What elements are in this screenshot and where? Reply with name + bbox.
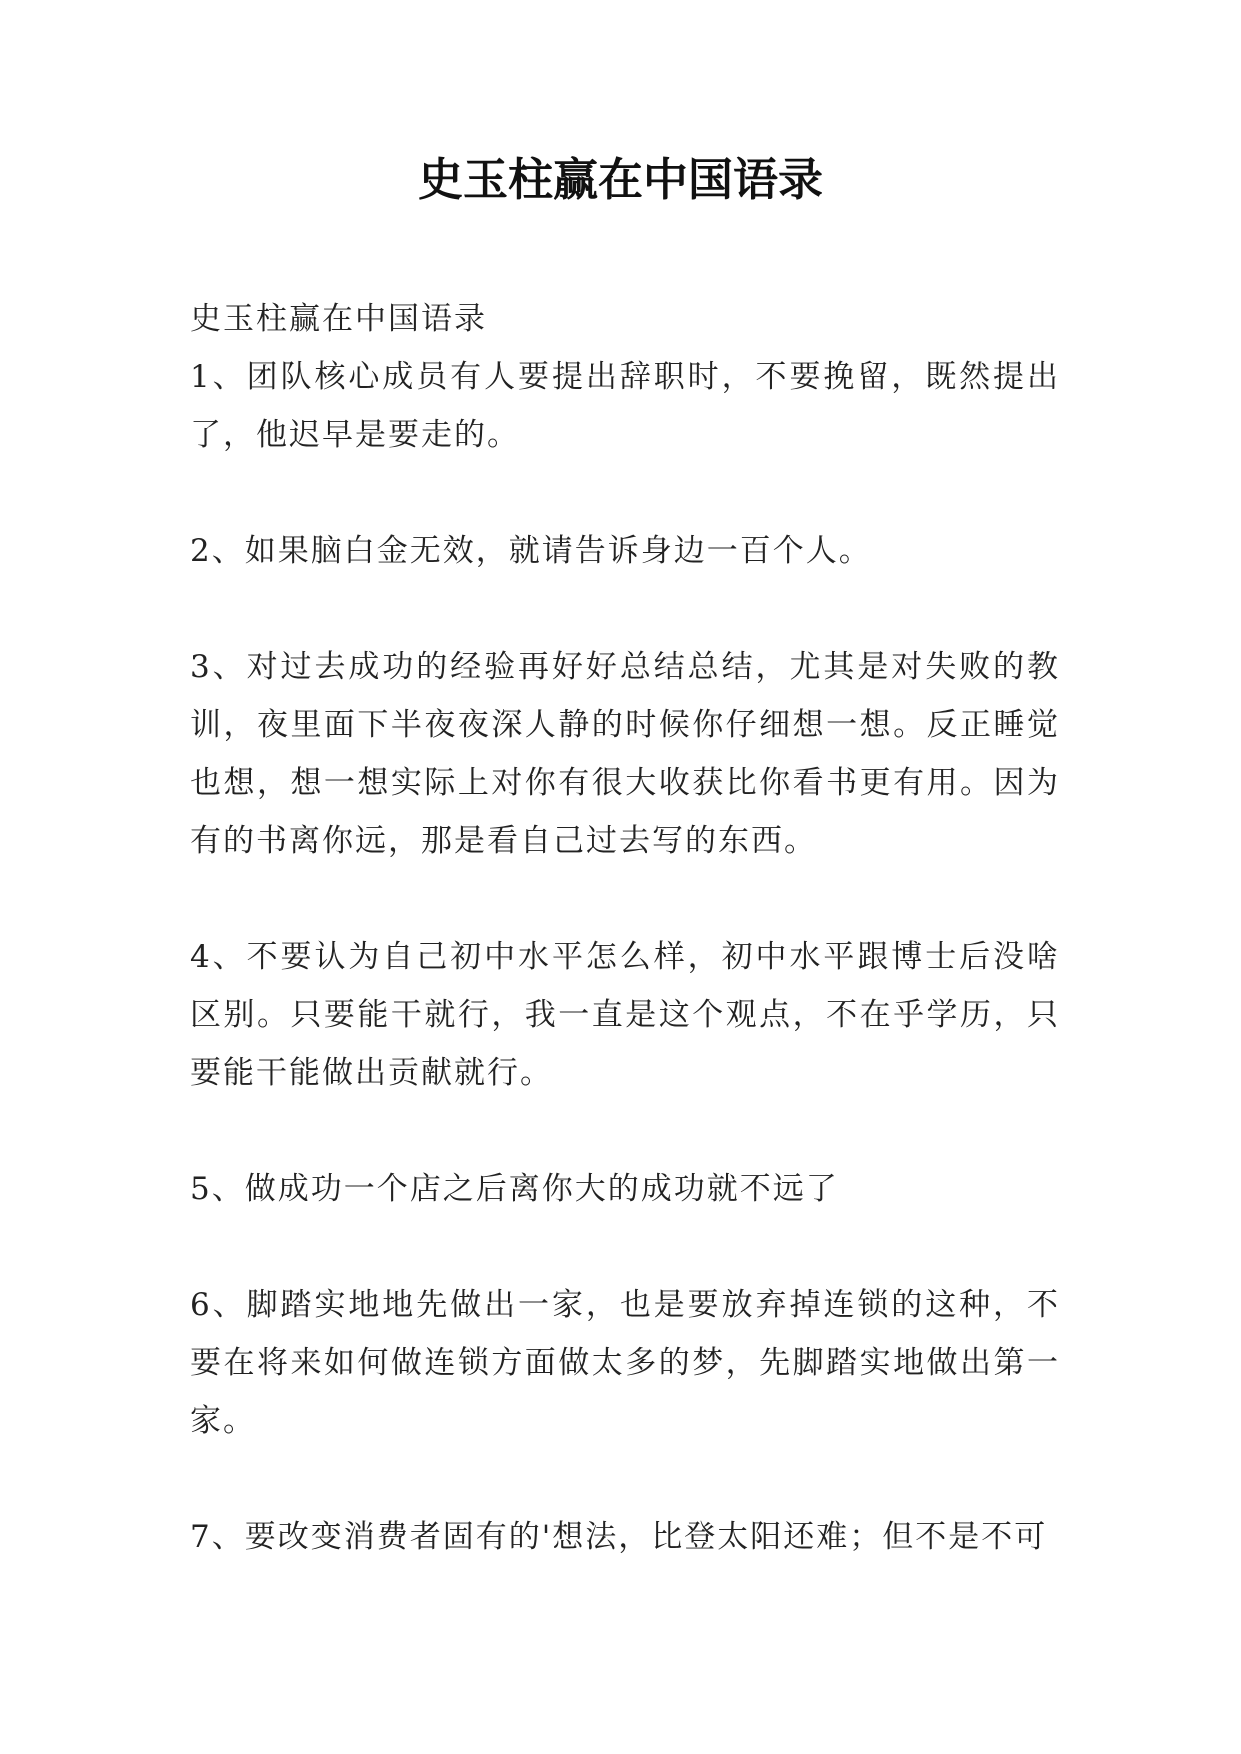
quote-paragraph-4: 4、不要认为自己初中水平怎么样，初中水平跟博士后没啥区别。只要能干就行，我一直是这个观点，不在乎学历，只要能干能做出贡献就行。	[190, 939, 1060, 1091]
quote-paragraph-7: 7、要改变消费者固有的'想法，比登太阳还难；但不是不可	[190, 1519, 1048, 1555]
quote-paragraph-5: 5、做成功一个店之后离你大的成功就不远了	[190, 1171, 839, 1207]
document-title: 史玉柱赢在中国语录	[417, 153, 823, 206]
quote-paragraph-2: 2、如果脑白金无效，就请告诉身边一百个人。	[190, 533, 872, 569]
quote-paragraph-3: 3、对过去成功的经验再好好总结总结，尤其是对失败的教训，夜里面下半夜夜深人静的时候你仔细想一想。反正睡觉也想，想一想实际上对你有很大收获比你看书更有用。因为有的书离你远，那是看自己过去写的东西。	[190, 649, 1060, 859]
document-subtitle: 史玉柱赢在中国语录	[190, 301, 487, 337]
quote-paragraph-1: 1、团队核心成员有人要提出辞职时，不要挽留，既然提出了，他迟早是要走的。	[190, 359, 1060, 453]
document-body	[190, 290, 1060, 1624]
quote-paragraph-6: 6、脚踏实地地先做出一家，也是要放弃掉连锁的这种，不要在将来如何做连锁方面做太多的梦，先脚踏实地做出第一家。	[190, 1287, 1060, 1439]
